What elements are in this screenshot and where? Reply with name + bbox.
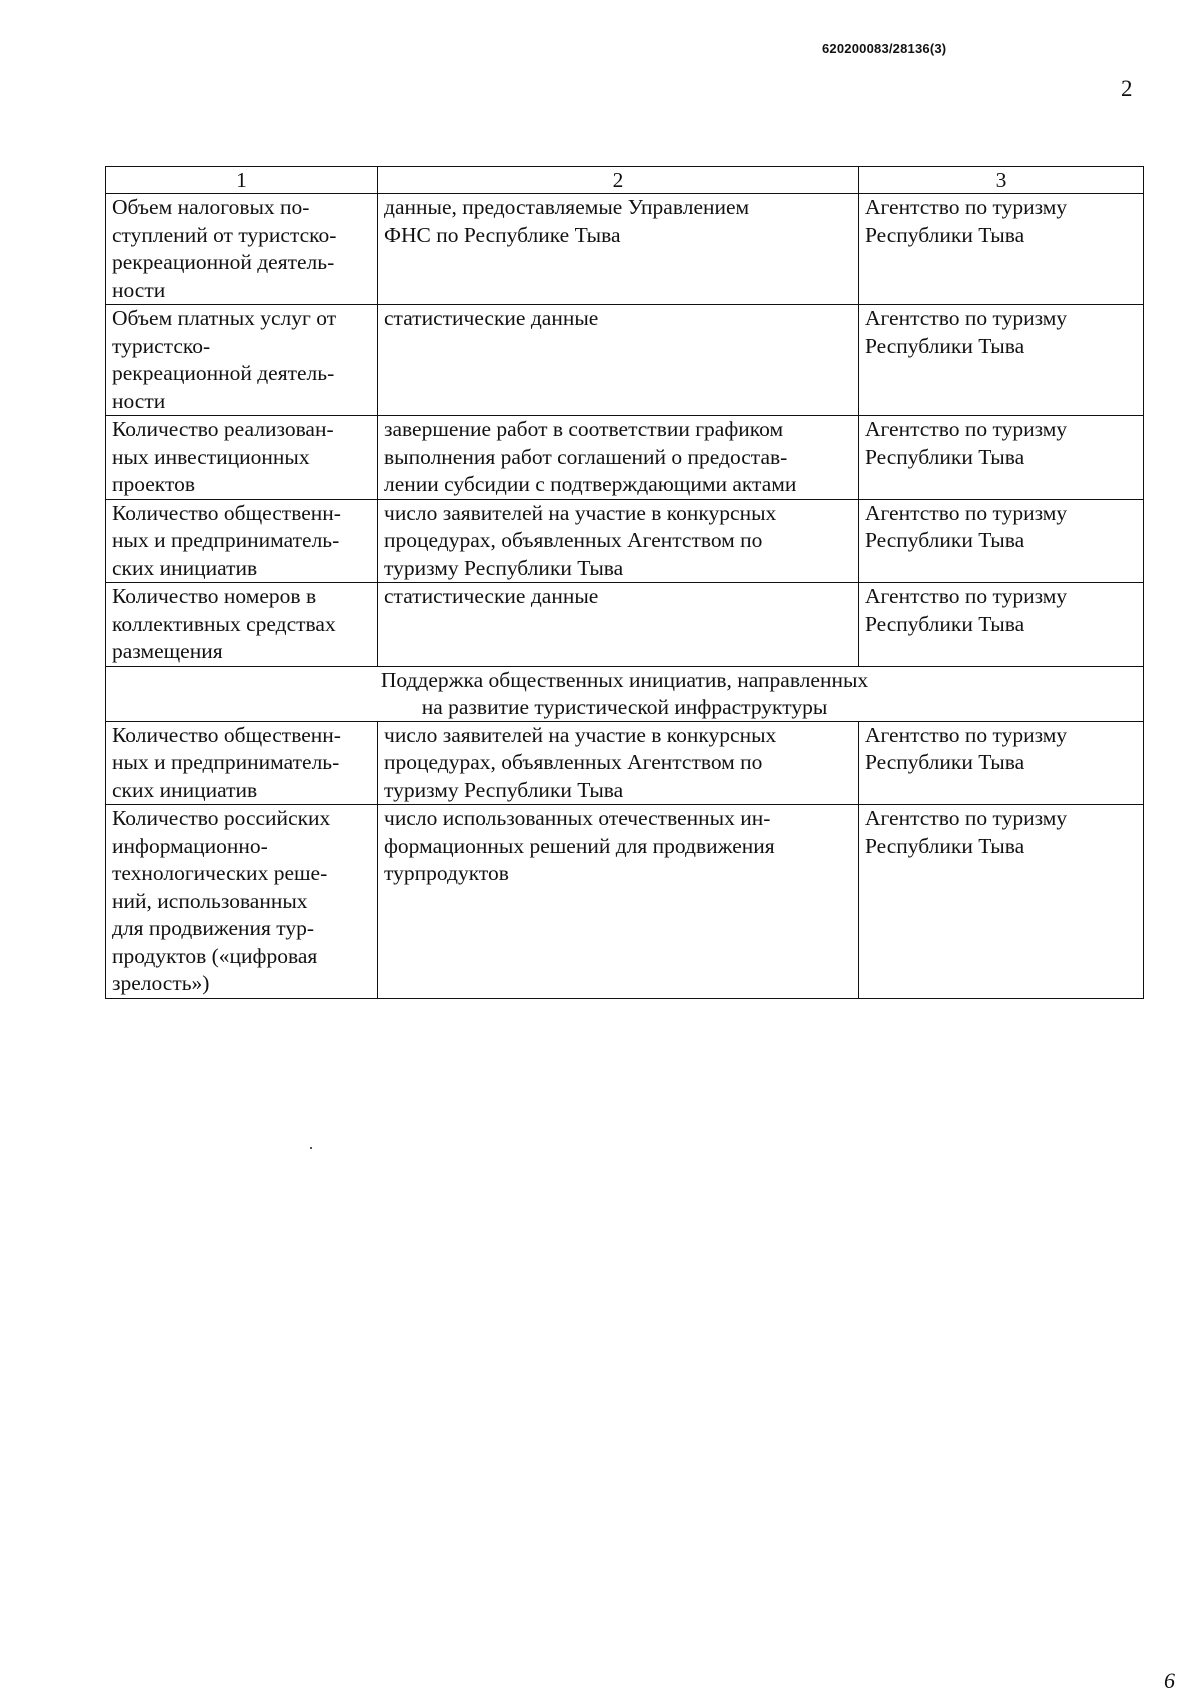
data-source-cell: число заявителей на участие в конкурсных процедурах, объявленных Агентством по туризму Республики Тыва: [378, 499, 859, 583]
table-row: [106, 194, 1144, 305]
data-source-cell: завершение работ в соответствии графиком выполнения работ соглашений о предостав- лении субсидии с подтверждающими актами: [378, 416, 859, 500]
responsible-agency-cell: Агентство по туризму Республики Тыва: [859, 499, 1144, 583]
section-heading-row: [106, 666, 1144, 721]
page-number: 2: [1121, 76, 1133, 101]
responsible-agency-cell: Агентство по туризму Республики Тыва: [859, 583, 1144, 667]
indicator-name-cell: Объем платных услуг от туристско- рекреационной деятель- ности: [106, 305, 378, 416]
responsible-agency-cell: Агентство по туризму Республики Тыва: [859, 416, 1144, 500]
column-header-2: 2: [378, 167, 859, 194]
table-header-row: [106, 167, 1144, 194]
data-source-cell: статистические данные: [378, 305, 859, 416]
column-header-3: 3: [859, 167, 1144, 194]
indicators-table: [105, 166, 1144, 999]
table-row: [106, 805, 1144, 999]
table-row: [106, 305, 1144, 416]
responsible-agency-cell: Агентство по туризму Республики Тыва: [859, 805, 1144, 999]
indicator-name-cell: Количество общественн- ных и предприниматель- ских инициатив: [106, 499, 378, 583]
table-row: [106, 499, 1144, 583]
indicator-name-cell: Количество российских информационно- технологических реше- ний, использованных для продвижения тур- продуктов («цифровая зрелость»): [106, 805, 378, 999]
column-header-1: 1: [106, 167, 378, 194]
indicator-name-cell: Количество реализован- ных инвестиционных проектов: [106, 416, 378, 500]
scan-speck: [310, 1147, 312, 1149]
section-heading: Поддержка общественных инициатив, направленных на развитие туристической инфраструктуры: [106, 666, 1144, 721]
responsible-agency-cell: Агентство по туризму Республики Тыва: [859, 194, 1144, 305]
footer-mark: 6: [1164, 1668, 1175, 1693]
data-source-cell: число заявителей на участие в конкурсных процедурах, объявленных Агентством по туризму Республики Тыва: [378, 721, 859, 805]
data-source-cell: данные, предоставляемые Управлением ФНС по Республике Тыва: [378, 194, 859, 305]
table-row: [106, 416, 1144, 500]
table-row: [106, 583, 1144, 667]
data-source-cell: статистические данные: [378, 583, 859, 667]
table-row: [106, 721, 1144, 805]
indicator-name-cell: Количество номеров в коллективных средствах размещения: [106, 583, 378, 667]
document-id: 620200083/28136(3): [822, 41, 947, 56]
responsible-agency-cell: Агентство по туризму Республики Тыва: [859, 305, 1144, 416]
data-source-cell: число использованных отечественных ин- формационных решений для продвижения турпродуктов: [378, 805, 859, 999]
indicator-name-cell: Количество общественн- ных и предприниматель- ских инициатив: [106, 721, 378, 805]
indicator-name-cell: Объем налоговых по- ступлений от туристско- рекреационной деятель- ности: [106, 194, 378, 305]
responsible-agency-cell: Агентство по туризму Республики Тыва: [859, 721, 1144, 805]
